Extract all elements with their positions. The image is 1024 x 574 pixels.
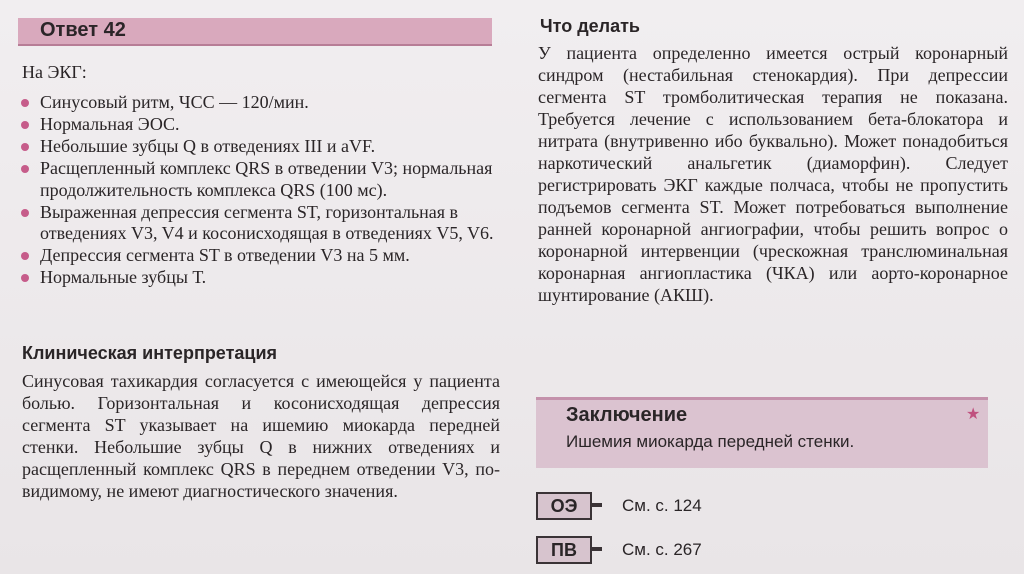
ref-badge-oe: ОЭ xyxy=(536,492,592,520)
bullet-icon xyxy=(21,274,29,282)
finding-item: Нормальная ЭОС. xyxy=(18,114,508,136)
ref-text-pv: См. с. 267 xyxy=(622,540,702,559)
finding-item: Депрессия сегмента ST в отведении V3 на 5 мм. xyxy=(18,245,508,267)
bullet-icon xyxy=(21,121,29,129)
clinical-text: Синусовая тахикардия согласуется с имеющейся у пациента болью. Горизонтальная и косонисходящая депрессия сегмента ST указывает на ишемию миокарда передней стенки. Небольшие зубцы Q в нижних отведениях и расщепленный комплекс QRS в переднем отведении V3, по-видимому, не имеют диагностического значения. xyxy=(22,371,500,501)
conclusion-title: Заключение xyxy=(566,404,688,426)
ref-text-oe: См. с. 124 xyxy=(622,496,702,515)
ecg-label: На ЭКГ: xyxy=(22,62,87,82)
what-to-do-text: У пациента определенно имеется острый коронарный синдром (нестабильная стенокардия). При депрессии сегмента ST тромболитическая терапия не показана. Требуется лечение с использованием бета-блокатора и нитрата (внутривенно ибо буквально). Может понадобиться наркотический анальгетик (диаморфин). Следует регистрировать ЭКГ каждые полчаса, чтобы не пропустить подъемов сегмента ST. Может потребоваться выполнение ранней коронарной ангиографии, чтобы решить вопрос о коронарной интервенции (чрескожная транслюминальная коронарная ангиопластика (ЧКА) или аорто-коронарное шунтирование (АКШ). xyxy=(538,43,1008,305)
finding-item: Расщепленный комплекс QRS в отведении V3; нормальная продолжительность комплекса QRS (100 мс). xyxy=(18,158,508,201)
finding-item: Синусовый ритм, ЧСС — 120/мин. xyxy=(18,92,508,114)
finding-item: Небольшие зубцы Q в отведениях III и aVF. xyxy=(18,136,508,158)
bullet-icon xyxy=(21,252,29,260)
ecg-findings-list xyxy=(18,92,508,289)
answer-title: Ответ 42 xyxy=(40,19,126,41)
what-to-do-title: Что делать xyxy=(540,16,640,36)
ref-badge-pv: ПВ xyxy=(536,536,592,564)
ref-connector xyxy=(590,547,602,551)
conclusion-text: Ишемия миокарда передней стенки. xyxy=(566,432,855,451)
bullet-icon xyxy=(21,209,29,217)
bullet-icon xyxy=(21,165,29,173)
bullet-icon xyxy=(21,99,29,107)
clinical-title: Клиническая интерпретация xyxy=(22,343,278,363)
star-icon: ★ xyxy=(966,406,981,423)
finding-item: Выраженная депрессия сегмента ST, горизонтальная в отведениях V3, V4 и косонисходящая в отведениях V5, V6. xyxy=(18,202,508,245)
bullet-icon xyxy=(21,143,29,151)
ref-connector xyxy=(590,503,602,507)
finding-item: Нормальные зубцы Т. xyxy=(18,267,508,289)
